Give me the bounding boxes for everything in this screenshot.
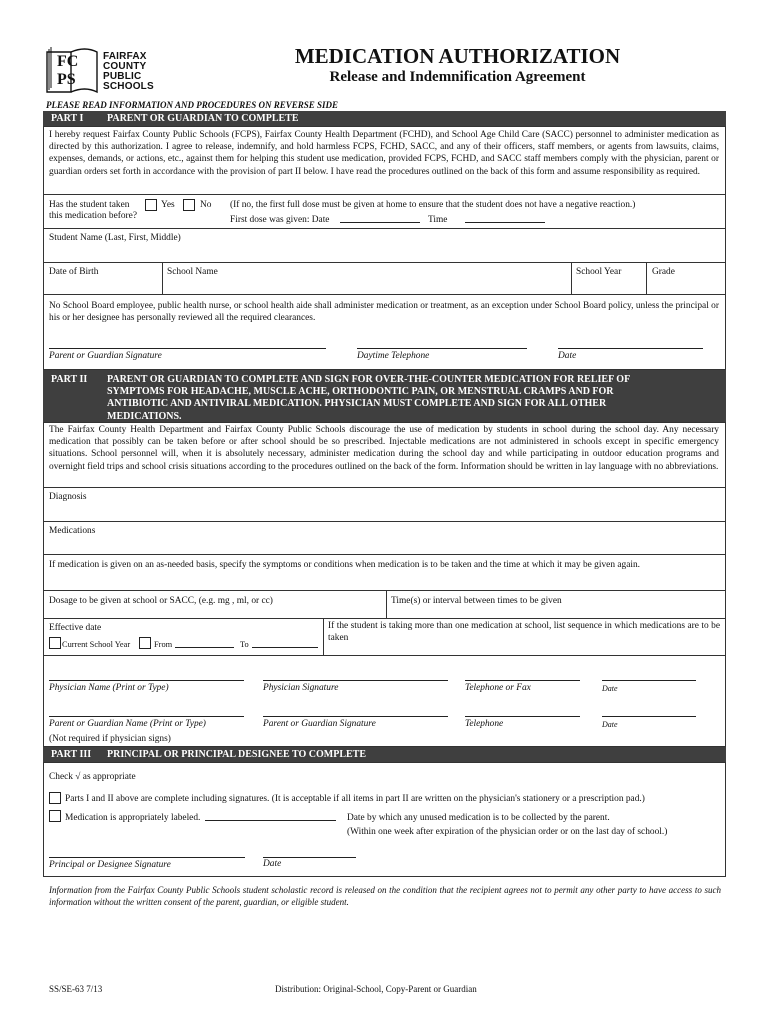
principal-date-line[interactable]: [263, 857, 356, 858]
guardian-name-line[interactable]: [49, 716, 244, 717]
distribution-note: Distribution: Original-School, Copy-Parent or Guardian: [275, 984, 477, 994]
to-label: To: [240, 640, 249, 649]
parent-signature-label: Parent or Guardian Signature: [49, 351, 162, 361]
dosage-field[interactable]: Dosage to be given at school or SACC, (e.g. mg , ml, or cc): [49, 596, 273, 606]
logo-letters-top: FC: [57, 53, 79, 70]
not-required-note: (Not required if physician signs): [49, 734, 171, 744]
parts-complete-label: Parts I and II above are complete including signatures. (It is acceptable if all items in part II are written on the physician's stationery or a prescription pad.): [65, 794, 645, 804]
labeled-line[interactable]: [205, 820, 336, 821]
first-dose-date-label: First dose was given: Date: [230, 215, 330, 225]
part2-label: PART II: [51, 374, 88, 385]
as-needed-field[interactable]: If medication is given on an as-needed basis, specify the symptoms or conditions when medication is to be taken and the time at which it may be given again.: [49, 560, 640, 570]
first-dose-time-label: Time: [428, 215, 448, 225]
part2-heading-line-2: SYMPTOMS FOR HEADACHE, MUSCLE ACHE, ORTHODONTIC PAIN, OR MENSTRUAL CRAMPS AND FOR: [107, 386, 614, 398]
part2-heading: [107, 374, 722, 423]
sequence-note: If the student is taking more than one medication at school, list sequence in which medications are to be taken: [328, 621, 720, 644]
part3-header-bar: [43, 747, 726, 762]
from-date-field[interactable]: [175, 647, 234, 648]
guardian-date-label: Date: [602, 720, 618, 729]
current-year-checkbox[interactable]: [49, 637, 61, 649]
labeled-label: Medication is appropriately labeled.: [65, 813, 201, 823]
first-dose-note: (If no, the first full dose must be given at home to ensure that the student does not have a negative reaction.): [230, 200, 636, 210]
taken-no-label: No: [200, 200, 212, 210]
physician-signature-line[interactable]: [263, 680, 448, 681]
physician-signature-label: Physician Signature: [263, 683, 339, 693]
logo-letters-bottom: PS: [57, 71, 76, 88]
part1-date-line[interactable]: [558, 348, 703, 349]
part3-heading: PRINCIPAL OR PRINCIPAL DESIGNEE TO COMPLETE: [107, 749, 367, 760]
form-subtitle: Release and Indemnification Agreement: [329, 69, 586, 85]
physician-phone-line[interactable]: [465, 680, 580, 681]
guardian-phone-line[interactable]: [465, 716, 580, 717]
collect-date-note: (Within one week after expiration of the physician order or on the last day of school.): [347, 827, 668, 837]
principal-signature-label: Principal or Designee Signature: [49, 860, 171, 870]
logo-line-1: FAIRFAX: [103, 51, 147, 62]
daytime-phone-label: Daytime Telephone: [357, 351, 430, 361]
first-dose-date-field[interactable]: [340, 222, 420, 223]
grade-field[interactable]: Grade: [652, 267, 675, 277]
effective-date-label: Effective date: [49, 623, 102, 633]
part2-intro-text: The Fairfax County Health Department and Fairfax County Public Schools discourage the use of medication by students in school during the school day. Any necessary medication that possibly can be taken before or after school should be so prescribed. Injectable medications are not administered in schools except in specific emergency situations. School personnel will, when it is absolutely necessary, administer medication during the school day and while participating in outdoor education programs and overnight field trips and school crisis situations according to the procedures outlined on the back of the form. Information should be written in lay language with no abbreviations.: [49, 425, 719, 472]
policy-text: No School Board employee, public health nurse, or school health aide shall administer medication or treatment, as an exception under School Board policy, unless the principal or his or her designee has personally reviewed all the required clearances.: [49, 301, 719, 324]
student-name-field[interactable]: Student Name (Last, First, Middle): [49, 233, 181, 243]
parts-complete-checkbox[interactable]: [49, 792, 61, 804]
parent-signature-line[interactable]: [49, 348, 326, 349]
dob-field[interactable]: Date of Birth: [49, 267, 99, 277]
taken-question-2: this medication before?: [49, 211, 137, 221]
daytime-phone-line[interactable]: [357, 348, 527, 349]
logo-line-4: SCHOOLS: [103, 81, 154, 92]
taken-yes-checkbox[interactable]: [145, 199, 157, 211]
logo-line-3: PUBLIC: [103, 71, 142, 82]
privacy-notice: Information from the Fairfax County Public Schools student scholastic record is released on the condition that the recipient agrees not to permit any other party to have access to such information without the written consent of the parent, guardian, or eligible student.: [49, 885, 721, 907]
physician-name-label: Physician Name (Print or Type): [49, 683, 169, 693]
labeled-checkbox[interactable]: [49, 810, 61, 822]
from-label: From: [154, 640, 173, 649]
part2-heading-line-3: ANTIBIOTIC AND ANTIVIRAL MEDICATION. PHYSICIAN MUST COMPLETE AND SIGN FOR ALL OTHER: [107, 398, 607, 410]
part2-heading-line-4: MEDICATIONS.: [107, 410, 182, 422]
diagnosis-field[interactable]: Diagnosis: [49, 492, 87, 502]
date-range-checkbox[interactable]: [139, 637, 151, 649]
part1-request-text: I hereby request Fairfax County Public Schools (FCPS), Fairfax County Health Department (FCHD), and School Age Child Care (SACC) personnel to administer medication as directed by this authorization. I agree to release, indemnify, and hold harmless FCPS, FCHD, SACC, and any of their officers, staff members, or agents from lawsuits, claims, expenses, demands, or actions, etc., against them for helping this student use medication, provided FCPS, FCHD, and SACC staff members comply with the physician, parent or guardian orders set forth in accordance with the provision of part II below. I have read the procedures outlined on the back of this form and assume responsibility as required.: [49, 130, 719, 177]
to-date-field[interactable]: [252, 647, 318, 648]
guardian-name-label: Parent or Guardian Name (Print or Type): [49, 719, 206, 729]
interval-field[interactable]: Time(s) or interval between times to be given: [391, 596, 562, 606]
physician-phone-label: Telephone or Fax: [465, 683, 531, 693]
taken-yes-label: Yes: [161, 200, 175, 210]
part2-heading-line-1: PARENT OR GUARDIAN TO COMPLETE AND SIGN FOR OVER-THE-COUNTER MEDICATION FOR RELIEF OF: [107, 374, 631, 385]
collect-date-label: Date by which any unused medication is to be collected by the parent.: [347, 813, 610, 823]
guardian-signature-line[interactable]: [263, 716, 448, 717]
logo-line-2: COUNTY: [103, 61, 147, 72]
school-year-field[interactable]: School Year: [576, 267, 622, 277]
physician-name-line[interactable]: [49, 680, 244, 681]
guardian-phone-label: Telephone: [465, 719, 504, 729]
part2-header-bar: [43, 370, 726, 422]
form-code: SS/SE-63 7/13: [49, 984, 103, 994]
part3-label: PART III: [51, 749, 92, 760]
first-dose-time-field[interactable]: [465, 222, 545, 223]
check-note: Check √ as appropriate: [49, 772, 136, 782]
part1-header-bar: [43, 111, 726, 126]
taken-no-checkbox[interactable]: [183, 199, 195, 211]
medications-field[interactable]: Medications: [49, 526, 96, 536]
part1-heading: PARENT OR GUARDIAN TO COMPLETE: [107, 113, 299, 124]
part1-label: PART I: [51, 113, 84, 124]
guardian-date-line[interactable]: [602, 716, 696, 717]
part1-date-label: Date: [558, 351, 577, 361]
current-year-label: Current School Year: [62, 640, 131, 649]
principal-signature-line[interactable]: [49, 857, 245, 858]
form-title: MEDICATION AUTHORIZATION: [294, 44, 621, 68]
physician-date-label: Date: [602, 684, 618, 693]
taken-question-1: Has the student taken: [49, 200, 130, 210]
principal-date-label: Date: [263, 859, 282, 869]
read-notice: PLEASE READ INFORMATION AND PROCEDURES ON REVERSE SIDE: [46, 100, 338, 110]
school-name-field[interactable]: School Name: [167, 267, 218, 277]
guardian-signature-label: Parent or Guardian Signature: [263, 719, 376, 729]
physician-date-line[interactable]: [602, 680, 696, 681]
